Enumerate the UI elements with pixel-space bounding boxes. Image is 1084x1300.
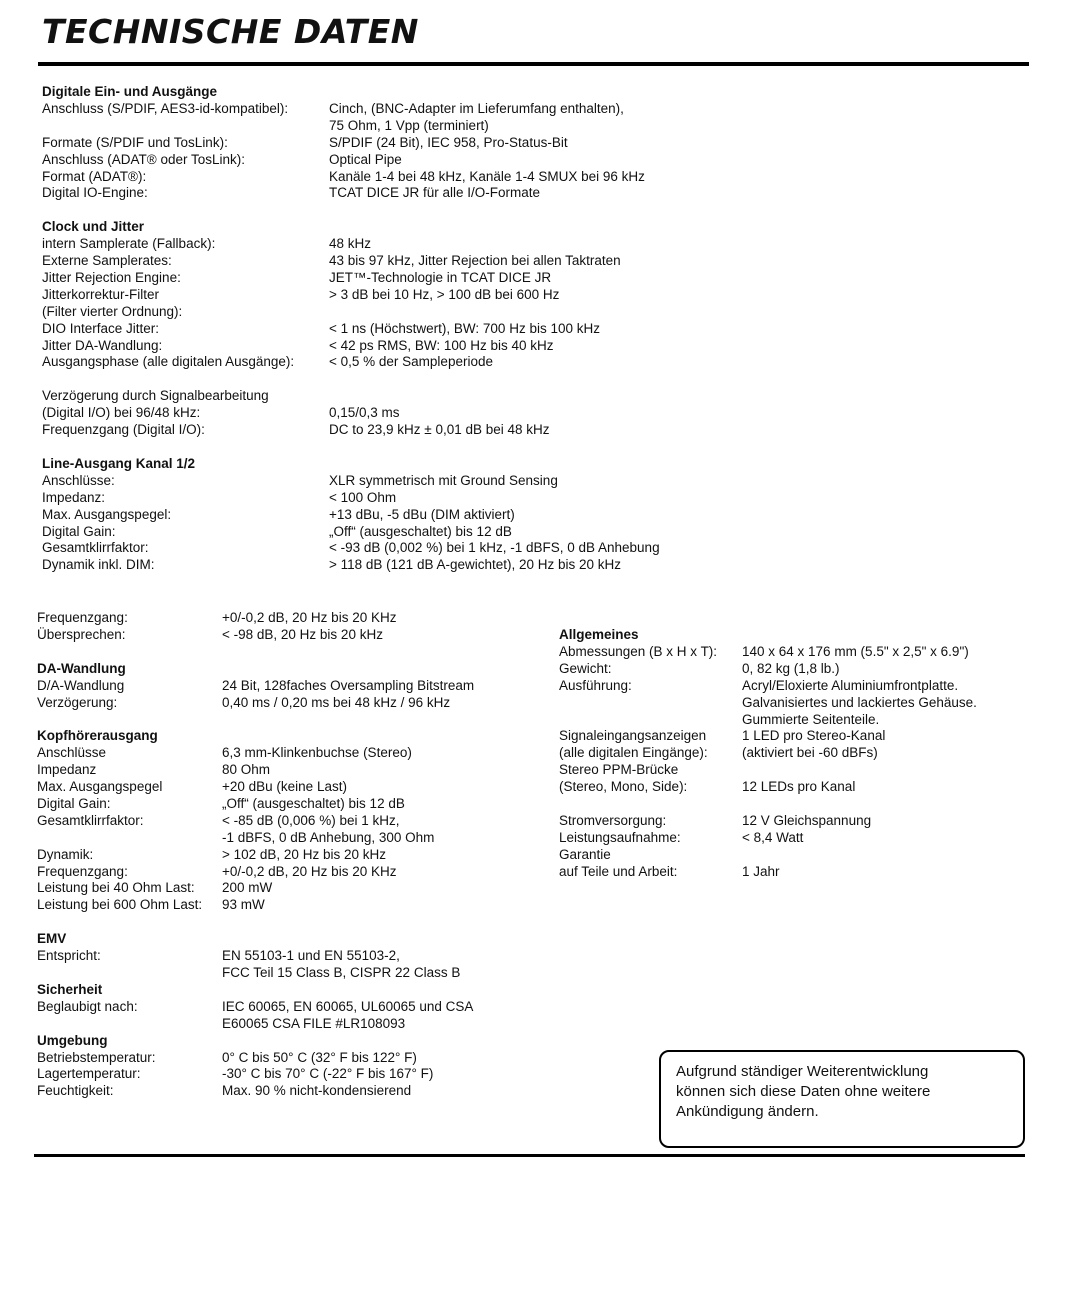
spec-value: +13 dBu, -5 dBu (DIM aktiviert) xyxy=(329,506,515,522)
spec-row xyxy=(559,864,1029,881)
spec-row xyxy=(37,813,527,830)
spec-row xyxy=(37,695,527,712)
spec-label: Anschlüsse xyxy=(37,745,107,761)
spec-label: Jitter DA-Wandlung: xyxy=(42,337,163,353)
spec-value: < -93 dB (0,002 %) bei 1 kHz, -1 dBFS, 0 dB Anhebung xyxy=(329,540,660,556)
spec-value: Optical Pipe xyxy=(329,151,402,167)
spec-value: Cinch, (BNC-Adapter im Lieferumfang enthalten), xyxy=(329,100,624,116)
spec-label: Entspricht: xyxy=(37,948,101,964)
spec-label: Frequenzgang: xyxy=(37,863,128,879)
spec-label: Stromversorgung: xyxy=(559,812,667,828)
spec-label: Feuchtigkeit: xyxy=(37,1083,114,1099)
spec-label: Gewicht: xyxy=(559,660,612,676)
spec-value: -30° C bis 70° C (-22° F bis 167° F) xyxy=(222,1066,434,1082)
section-heading: DA-Wandlung xyxy=(37,660,126,676)
spec-label: Frequenzgang (Digital I/O): xyxy=(42,422,205,438)
spec-row xyxy=(42,287,692,304)
spec-row xyxy=(42,507,692,524)
spec-value: > 3 dB bei 10 Hz, > 100 dB bei 600 Hz xyxy=(329,286,560,302)
spec-value: > 102 dB, 20 Hz bis 20 kHz xyxy=(222,846,386,862)
spec-row xyxy=(42,540,692,557)
spec-label xyxy=(559,695,742,712)
spec-label: Gesamtklirrfaktor: xyxy=(42,540,149,556)
spec-value: S/PDIF (24 Bit), IEC 958, Pro-Status-Bit xyxy=(329,134,568,150)
spec-label: (Digital I/O) bei 96/48 kHz: xyxy=(42,405,201,421)
spec-row xyxy=(559,728,1029,745)
spec-row xyxy=(559,830,1029,847)
spec-value: Kanäle 1-4 bei 48 kHz, Kanäle 1-4 SMUX bei 96 kHz xyxy=(329,168,645,184)
spec-label: Anschluss (S/PDIF, AES3-id-kompatibel): xyxy=(42,100,289,116)
spec-label xyxy=(37,1016,222,1033)
spec-label: intern Samplerate (Fallback): xyxy=(42,236,216,252)
spec-value: 43 bis 97 kHz, Jitter Rejection bei allen Taktraten xyxy=(329,253,621,269)
spec-label: Externe Samplerates: xyxy=(42,253,172,269)
spec-value: 1 LED pro Stereo-Kanal xyxy=(742,728,886,744)
spec-section-general xyxy=(559,627,1029,881)
notice-box xyxy=(659,1050,1025,1148)
spec-label: Gesamtklirrfaktor: xyxy=(37,812,144,828)
spec-value: „Off“ (ausgeschaltet) bis 12 dB xyxy=(329,523,512,539)
spacer xyxy=(37,711,527,728)
spec-row xyxy=(42,422,692,439)
spec-row xyxy=(37,965,527,982)
spec-value: E60065 CSA FILE #LR108093 xyxy=(222,1015,406,1031)
spec-label: Format (ADAT®): xyxy=(42,168,147,184)
page-title: TECHNISCHE DATEN xyxy=(42,12,419,51)
spec-label: Leistung bei 600 Ohm Last: xyxy=(37,897,203,913)
spec-value: 24 Bit, 128faches Oversampling Bitstream xyxy=(222,677,475,693)
section-heading: Clock und Jitter xyxy=(42,219,145,235)
spec-row xyxy=(42,405,692,422)
spacer xyxy=(42,371,692,388)
spec-label: Leistungsaufnahme: xyxy=(559,829,681,845)
spec-row xyxy=(37,847,527,864)
spec-row xyxy=(42,169,692,186)
spec-section-left-column xyxy=(37,610,527,1100)
spec-value: IEC 60065, EN 60065, UL60065 und CSA xyxy=(222,998,474,1014)
spec-row xyxy=(37,796,527,813)
spec-value: DC to 23,9 kHz ± 0,01 dB bei 48 kHz xyxy=(329,422,550,438)
spec-row xyxy=(37,999,527,1016)
spec-row xyxy=(42,524,692,541)
spec-row xyxy=(37,779,527,796)
spec-row xyxy=(42,253,692,270)
spec-row xyxy=(42,101,692,118)
spec-value: > 118 dB (121 dB A-gewichtet), 20 Hz bis 20 kHz xyxy=(329,557,622,573)
spec-label: auf Teile und Arbeit: xyxy=(559,863,678,879)
spec-value: 93 mW xyxy=(222,897,265,913)
spec-value: TCAT DICE JR für alle I/O-Formate xyxy=(329,185,541,201)
spec-value: < 0,5 % der Sampleperiode xyxy=(329,354,493,370)
spec-label: Leistung bei 40 Ohm Last: xyxy=(37,880,195,896)
spec-label: Max. Ausgangspegel xyxy=(37,779,163,795)
spec-row xyxy=(37,864,527,881)
spec-label xyxy=(37,965,222,982)
spec-label: Jitterkorrektur-Filter xyxy=(42,286,160,302)
spec-label: (alle digitalen Eingänge): xyxy=(559,745,708,761)
spec-row xyxy=(559,779,1029,796)
spec-label: Digital Gain: xyxy=(37,795,111,811)
section-heading: Umgebung xyxy=(37,1032,108,1048)
section-heading: Line-Ausgang Kanal 1/2 xyxy=(42,455,196,471)
notice-line: Aufgrund ständiger Weiterentwicklung xyxy=(676,1063,929,1080)
spec-value: 75 Ohm, 1 Vpp (terminiert) xyxy=(329,117,489,133)
spec-label: (Filter vierter Ordnung): xyxy=(42,303,183,319)
spec-value: 140 x 64 x 176 mm (5.5" x 2,5" x 6.9") xyxy=(742,643,969,659)
spec-row xyxy=(37,948,527,965)
notice-line: Ankündigung ändern. xyxy=(676,1103,819,1120)
spec-value: 200 mW xyxy=(222,880,273,896)
spec-value: Max. 90 % nicht-kondensierend xyxy=(222,1083,412,1099)
spec-label xyxy=(559,712,742,729)
spec-value: +0/-0,2 dB, 20 Hz bis 20 KHz xyxy=(222,863,397,879)
notice-line: können sich diese Daten ohne weitere xyxy=(676,1083,931,1100)
spec-value: JET™-Technologie in TCAT DICE JR xyxy=(329,269,552,285)
spec-row xyxy=(559,644,1029,661)
spec-row xyxy=(42,118,692,135)
spec-value: Acryl/Eloxierte Aluminiumfrontplatte. xyxy=(742,677,959,693)
spec-row xyxy=(42,321,692,338)
spec-label: Ausgangsphase (alle digitalen Ausgänge): xyxy=(42,354,295,370)
spec-value: 0° C bis 50° C (32° F bis 122° F) xyxy=(222,1049,417,1065)
spec-row xyxy=(42,388,692,405)
spacer xyxy=(42,439,692,456)
spec-row xyxy=(37,880,527,897)
spec-value: Gummierte Seitenteile. xyxy=(742,711,880,727)
spec-value: EN 55103-1 und EN 55103-2, xyxy=(222,948,400,964)
spec-value: 0,40 ms / 0,20 ms bei 48 kHz / 96 kHz xyxy=(222,694,451,710)
spec-label: Garantie xyxy=(559,846,611,862)
spec-row xyxy=(37,678,527,695)
spec-row xyxy=(559,661,1029,678)
section-heading: Allgemeines xyxy=(559,627,639,642)
spec-label: Lagertemperatur: xyxy=(37,1066,141,1082)
spec-value: 48 kHz xyxy=(329,236,372,252)
spec-label: DIO Interface Jitter: xyxy=(42,320,160,336)
spec-label: (Stereo, Mono, Side): xyxy=(559,779,688,795)
spec-value: +0/-0,2 dB, 20 Hz bis 20 KHz xyxy=(222,610,397,625)
spec-row xyxy=(37,1050,527,1067)
spec-row xyxy=(559,762,1029,779)
spec-row xyxy=(37,830,527,847)
spec-label: Dynamik: xyxy=(37,846,94,862)
spacer xyxy=(37,644,527,661)
spacer xyxy=(42,202,692,219)
spec-value: FCC Teil 15 Class B, CISPR 22 Class B xyxy=(222,964,461,980)
spec-label: Dynamik inkl. DIM: xyxy=(42,557,155,573)
spec-row xyxy=(37,897,527,914)
spec-row xyxy=(42,236,692,253)
spec-row xyxy=(37,1066,527,1083)
spec-value: -1 dBFS, 0 dB Anhebung, 300 Ohm xyxy=(222,829,435,845)
spec-value: XLR symmetrisch mit Ground Sensing xyxy=(329,472,558,488)
section-heading: Kopfhörerausgang xyxy=(37,728,158,744)
spec-value: 1 Jahr xyxy=(742,863,780,879)
spec-row xyxy=(42,490,692,507)
spec-value: < 42 ps RMS, BW: 100 Hz bis 40 kHz xyxy=(329,337,554,353)
spec-row xyxy=(37,1083,527,1100)
spec-value: 0,15/0,3 ms xyxy=(329,405,400,421)
section-heading: Digitale Ein- und Ausgänge xyxy=(42,84,218,99)
spec-label: Digital IO-Engine: xyxy=(42,185,148,201)
spec-row xyxy=(42,557,692,574)
spec-label: Betriebstemperatur: xyxy=(37,1049,156,1065)
spec-label: Formate (S/PDIF und TosLink): xyxy=(42,134,228,150)
spec-row xyxy=(559,745,1029,762)
spec-row xyxy=(37,610,527,627)
spec-value: < 1 ns (Höchstwert), BW: 700 Hz bis 100 kHz xyxy=(329,320,600,336)
spec-label: Verzögerung durch Signalbearbeitung xyxy=(42,388,269,404)
spec-row xyxy=(559,678,1029,695)
spec-label: Anschluss (ADAT® oder TosLink): xyxy=(42,151,246,167)
spec-row xyxy=(42,473,692,490)
spec-row xyxy=(559,712,1029,729)
bottom-divider xyxy=(34,1154,1025,1157)
spec-row xyxy=(42,152,692,169)
spec-value: 0, 82 kg (1,8 lb.) xyxy=(742,660,840,676)
spec-value: 12 V Gleichspannung xyxy=(742,812,872,828)
top-divider xyxy=(38,62,1029,66)
spec-row xyxy=(37,762,527,779)
spec-value: < 8,4 Watt xyxy=(742,829,804,845)
spec-row xyxy=(559,847,1029,864)
spec-row xyxy=(42,185,692,202)
spec-value: (aktiviert bei -60 dBFs) xyxy=(742,745,878,761)
spec-value: < -85 dB (0,006 %) bei 1 kHz, xyxy=(222,812,400,828)
spec-label: D/A-Wandlung xyxy=(37,677,125,693)
spec-row xyxy=(42,270,692,287)
spec-label: Verzögerung: xyxy=(37,694,118,710)
spec-label: Frequenzgang: xyxy=(37,610,128,625)
section-heading: EMV xyxy=(37,931,67,947)
spec-label: Jitter Rejection Engine: xyxy=(42,269,181,285)
spec-label xyxy=(37,830,222,847)
spec-label: Stereo PPM-Brücke xyxy=(559,762,679,778)
spec-value: 80 Ohm xyxy=(222,762,271,778)
spec-value: „Off“ (ausgeschaltet) bis 12 dB xyxy=(222,795,405,811)
spec-label: Signaleingangsanzeigen xyxy=(559,728,707,744)
spec-row xyxy=(42,135,692,152)
spacer xyxy=(37,914,527,931)
spec-label: Ausführung: xyxy=(559,677,632,693)
spec-label: Max. Ausgangspegel: xyxy=(42,506,172,522)
spec-value: Galvanisiertes und lackiertes Gehäuse. xyxy=(742,694,977,710)
spec-value: < -98 dB, 20 Hz bis 20 kHz xyxy=(222,626,383,642)
spec-row xyxy=(42,354,692,371)
spec-row xyxy=(559,813,1029,830)
spec-row xyxy=(37,1016,527,1033)
spec-label: Abmessungen (B x H x T): xyxy=(559,643,718,659)
spec-row xyxy=(559,695,1029,712)
spec-row xyxy=(37,627,527,644)
spec-value: < 100 Ohm xyxy=(329,489,397,505)
spec-value: +20 dBu (keine Last) xyxy=(222,779,347,795)
spec-label: Impedanz: xyxy=(42,489,106,505)
spec-label: Beglaubigt nach: xyxy=(37,998,138,1014)
spec-row xyxy=(42,304,692,321)
spec-row xyxy=(42,338,692,355)
spec-label: Anschlüsse: xyxy=(42,472,115,488)
spec-section-digital xyxy=(42,84,692,574)
section-heading: Sicherheit xyxy=(37,981,103,997)
spec-label: Digital Gain: xyxy=(42,523,116,539)
spacer xyxy=(559,796,1029,813)
spec-label xyxy=(42,118,329,135)
spec-label: Übersprechen: xyxy=(37,626,126,642)
spec-value: 12 LEDs pro Kanal xyxy=(742,779,856,795)
spec-value: 6,3 mm-Klinkenbuchse (Stereo) xyxy=(222,745,412,761)
spec-label: Impedanz xyxy=(37,762,97,778)
spec-row xyxy=(37,745,527,762)
